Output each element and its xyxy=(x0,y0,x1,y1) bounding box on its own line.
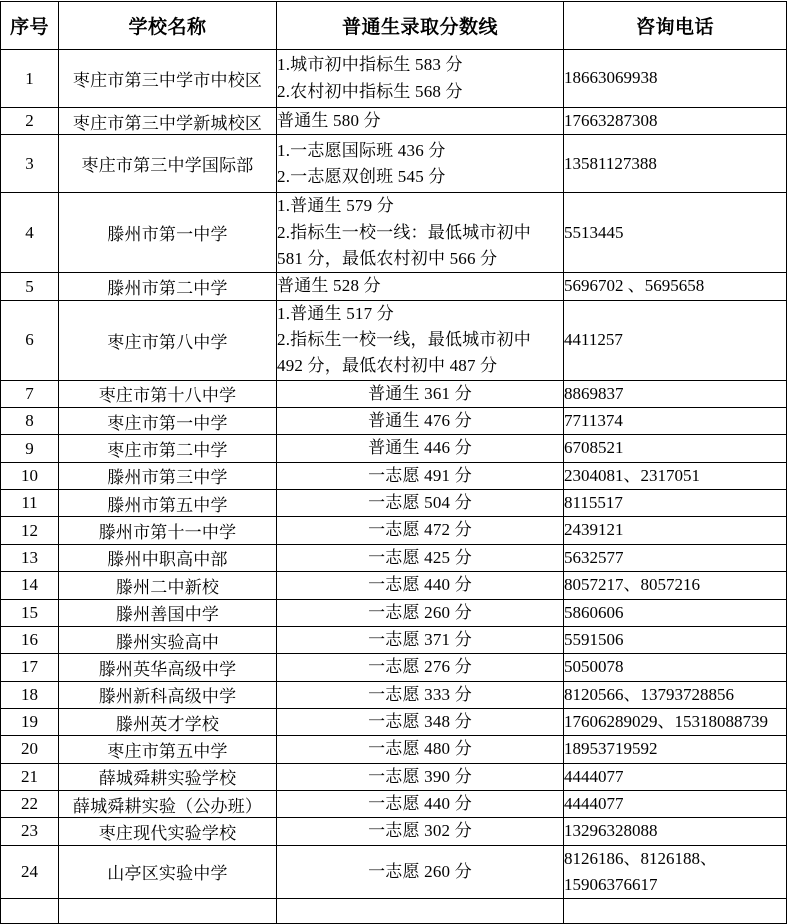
score-line-cell xyxy=(277,654,564,681)
score-line-text: 普通生 580 分 xyxy=(277,111,381,130)
score-line-table-sheet xyxy=(0,1,787,894)
school-name-cell: 枣庄市第三中学市中校区 xyxy=(59,50,277,108)
empty-cell xyxy=(564,899,787,924)
score-line-cell xyxy=(277,845,564,899)
row-index-cell: 10 xyxy=(1,462,59,489)
phone-number-text: 13296328088 xyxy=(564,821,658,841)
column-header-phone: 咨询电话 xyxy=(564,2,787,50)
score-line-text: 1.普通生 517 分 xyxy=(277,303,394,323)
contact-phone-cell xyxy=(564,599,787,626)
column-header-score: 普通生录取分数线 xyxy=(277,2,564,50)
contact-phone-cell xyxy=(564,544,787,571)
phone-number-text: 8120566、13793728856 xyxy=(564,684,734,704)
phone-number-text: 18663069938 xyxy=(564,68,658,88)
contact-phone-cell xyxy=(564,135,787,193)
contact-phone-cell xyxy=(564,435,787,462)
table-row xyxy=(1,300,787,380)
contact-phone-cell xyxy=(564,708,787,735)
contact-phone-cell xyxy=(564,408,787,435)
score-line-text: 一志愿 348 分 xyxy=(368,711,472,731)
school-name-cell: 枣庄市第二中学 xyxy=(59,435,277,462)
contact-phone-cell xyxy=(564,380,787,407)
phone-number-text: 13581127388 xyxy=(564,153,657,173)
phone-number-text: 5591506 xyxy=(564,629,624,649)
row-index-cell: 22 xyxy=(1,790,59,817)
row-index-cell: 24 xyxy=(1,845,59,899)
row-index-cell: 12 xyxy=(1,517,59,544)
contact-phone-cell xyxy=(564,572,787,599)
table-row-partial xyxy=(1,899,787,924)
school-name-cell: 枣庄市第三中学新城校区 xyxy=(59,108,277,135)
table-row xyxy=(1,790,787,817)
school-name-cell: 滕州市第三中学 xyxy=(59,462,277,489)
score-line-cell xyxy=(277,50,564,108)
phone-number-text: 5632577 xyxy=(564,547,624,567)
empty-cell xyxy=(59,899,277,924)
score-line-text: 2.一志愿双创班 545 分 xyxy=(277,166,446,186)
score-line-text: 一志愿 472 分 xyxy=(368,520,472,540)
table-row xyxy=(1,818,787,845)
phone-number-text: 4444077 xyxy=(564,793,624,813)
score-line-text: 一志愿 425 分 xyxy=(368,547,472,567)
table-row xyxy=(1,544,787,571)
score-line-text: 一志愿 371 分 xyxy=(368,629,472,649)
score-line-text: 1.城市初中指标生 583 分 xyxy=(277,55,463,75)
score-line-text: 581 分，最低农村初中 566 分 xyxy=(277,249,498,269)
contact-phone-cell xyxy=(564,845,787,899)
table-row xyxy=(1,654,787,681)
table-row xyxy=(1,50,787,108)
table-row xyxy=(1,193,787,273)
school-name-cell: 枣庄市第十八中学 xyxy=(59,380,277,407)
row-index-cell: 7 xyxy=(1,380,59,407)
score-line-cell xyxy=(277,273,564,300)
row-index-cell: 4 xyxy=(1,193,59,273)
score-line-cell xyxy=(277,708,564,735)
contact-phone-cell xyxy=(564,50,787,108)
contact-phone-cell xyxy=(564,108,787,135)
contact-phone-cell xyxy=(564,790,787,817)
row-index-cell: 14 xyxy=(1,572,59,599)
phone-number-text: 8869837 xyxy=(564,383,624,403)
row-index-cell: 2 xyxy=(1,108,59,135)
school-name-cell: 滕州二中新校 xyxy=(59,572,277,599)
school-name-cell: 滕州善国中学 xyxy=(59,599,277,626)
phone-number-text: 2439121 xyxy=(564,520,624,540)
score-line-text: 一志愿 260 分 xyxy=(368,861,472,881)
table-row xyxy=(1,845,787,899)
table-row xyxy=(1,736,787,763)
score-line-cell xyxy=(277,193,564,273)
phone-number-text: 8126186、8126188、 xyxy=(564,848,717,868)
table-row xyxy=(1,408,787,435)
score-line-text: 一志愿 333 分 xyxy=(368,684,472,704)
row-index-cell: 6 xyxy=(1,300,59,380)
phone-number-text: 5513445 xyxy=(564,222,624,242)
score-line-text: 一志愿 491 分 xyxy=(368,465,472,485)
table-body xyxy=(1,50,787,924)
score-line-text: 一志愿 480 分 xyxy=(368,739,472,759)
school-name-cell: 薛城舜耕实验学校 xyxy=(59,763,277,790)
table-row xyxy=(1,462,787,489)
contact-phone-cell xyxy=(564,517,787,544)
score-line-text: 一志愿 276 分 xyxy=(368,657,472,677)
school-name-cell: 滕州英华高级中学 xyxy=(59,654,277,681)
table-row xyxy=(1,517,787,544)
table-row xyxy=(1,108,787,135)
contact-phone-cell xyxy=(564,193,787,273)
score-line-text: 普通生 361 分 xyxy=(368,383,472,403)
phone-number-text: 2304081、2317051 xyxy=(564,465,700,485)
school-name-cell: 薛城舜耕实验（公办班） xyxy=(59,790,277,817)
school-name-cell: 枣庄现代实验学校 xyxy=(59,818,277,845)
school-name-cell: 滕州市第一中学 xyxy=(59,193,277,273)
score-line-text: 一志愿 390 分 xyxy=(368,766,472,786)
row-index-cell: 1 xyxy=(1,50,59,108)
phone-number-text: 8057217、8057216 xyxy=(564,575,700,595)
score-line-cell xyxy=(277,517,564,544)
school-name-cell: 枣庄市第三中学国际部 xyxy=(59,135,277,193)
phone-number-text: 17606289029、15318088739 xyxy=(564,711,768,731)
row-index-cell: 18 xyxy=(1,681,59,708)
score-line-text: 普通生 446 分 xyxy=(368,438,472,458)
table-row xyxy=(1,380,787,407)
score-line-text: 1.一志愿国际班 436 分 xyxy=(277,140,446,160)
phone-number-text: 5050078 xyxy=(564,657,624,677)
row-index-cell: 23 xyxy=(1,818,59,845)
table-row xyxy=(1,763,787,790)
row-index-cell: 15 xyxy=(1,599,59,626)
empty-cell xyxy=(277,899,564,924)
phone-number-text: 5696702 、5695658 xyxy=(564,276,705,296)
score-line-cell xyxy=(277,135,564,193)
score-line-cell xyxy=(277,818,564,845)
score-line-text: 一志愿 504 分 xyxy=(368,493,472,513)
score-line-text: 普通生 528 分 xyxy=(277,276,381,296)
row-index-cell: 19 xyxy=(1,708,59,735)
phone-number-text: 15906376617 xyxy=(564,874,658,894)
score-line-text: 普通生 476 分 xyxy=(368,411,472,431)
table-row xyxy=(1,572,787,599)
admission-score-table xyxy=(0,1,787,924)
contact-phone-cell xyxy=(564,490,787,517)
score-line-cell xyxy=(277,736,564,763)
table-row xyxy=(1,435,787,462)
score-line-text: 一志愿 260 分 xyxy=(368,602,472,622)
table-row xyxy=(1,490,787,517)
column-header-index: 序号 xyxy=(1,2,59,50)
score-line-text: 2.指标生一校一线，最低城市初中 xyxy=(277,330,531,350)
row-index-cell: 5 xyxy=(1,273,59,300)
phone-number-text: 18953719592 xyxy=(564,739,658,759)
score-line-cell xyxy=(277,300,564,380)
score-line-cell xyxy=(277,490,564,517)
row-index-cell: 9 xyxy=(1,435,59,462)
school-name-cell: 滕州实验高中 xyxy=(59,626,277,653)
school-name-cell: 滕州英才学校 xyxy=(59,708,277,735)
score-line-cell xyxy=(277,572,564,599)
row-index-cell: 11 xyxy=(1,490,59,517)
school-name-cell: 枣庄市第一中学 xyxy=(59,408,277,435)
score-line-cell xyxy=(277,544,564,571)
score-line-text: 1.普通生 579 分 xyxy=(277,196,394,216)
table-row xyxy=(1,599,787,626)
contact-phone-cell xyxy=(564,654,787,681)
table-row xyxy=(1,708,787,735)
school-name-cell: 滕州中职高中部 xyxy=(59,544,277,571)
empty-cell xyxy=(1,899,59,924)
score-line-cell xyxy=(277,380,564,407)
row-index-cell: 21 xyxy=(1,763,59,790)
row-index-cell: 16 xyxy=(1,626,59,653)
contact-phone-cell xyxy=(564,681,787,708)
phone-number-text: 4444077 xyxy=(564,766,624,786)
score-line-text: 一志愿 302 分 xyxy=(368,821,472,841)
table-header-row xyxy=(1,2,787,50)
contact-phone-cell xyxy=(564,626,787,653)
phone-number-text: 17663287308 xyxy=(564,111,658,130)
score-line-text: 一志愿 440 分 xyxy=(368,575,472,595)
contact-phone-cell xyxy=(564,273,787,300)
score-line-text: 一志愿 440 分 xyxy=(368,793,472,813)
score-line-cell xyxy=(277,435,564,462)
row-index-cell: 17 xyxy=(1,654,59,681)
phone-number-text: 5860606 xyxy=(564,602,624,622)
school-name-cell: 滕州市第五中学 xyxy=(59,490,277,517)
table-row xyxy=(1,135,787,193)
score-line-cell xyxy=(277,599,564,626)
school-name-cell: 枣庄市第五中学 xyxy=(59,736,277,763)
phone-number-text: 7711374 xyxy=(564,411,623,431)
row-index-cell: 3 xyxy=(1,135,59,193)
column-header-school: 学校名称 xyxy=(59,2,277,50)
phone-number-text: 6708521 xyxy=(564,438,624,458)
score-line-cell xyxy=(277,681,564,708)
score-line-cell xyxy=(277,108,564,135)
school-name-cell: 枣庄市第八中学 xyxy=(59,300,277,380)
school-name-cell: 滕州新科高级中学 xyxy=(59,681,277,708)
score-line-text: 2.指标生一校一线：最低城市初中 xyxy=(277,222,531,242)
row-index-cell: 20 xyxy=(1,736,59,763)
score-line-cell xyxy=(277,790,564,817)
score-line-text: 492 分，最低农村初中 487 分 xyxy=(277,356,498,376)
table-row xyxy=(1,626,787,653)
score-line-cell xyxy=(277,408,564,435)
contact-phone-cell xyxy=(564,763,787,790)
school-name-cell: 山亭区实验中学 xyxy=(59,845,277,899)
contact-phone-cell xyxy=(564,462,787,489)
score-line-cell xyxy=(277,462,564,489)
row-index-cell: 13 xyxy=(1,544,59,571)
table-row xyxy=(1,273,787,300)
contact-phone-cell xyxy=(564,736,787,763)
school-name-cell: 滕州市第十一中学 xyxy=(59,517,277,544)
contact-phone-cell xyxy=(564,300,787,380)
contact-phone-cell xyxy=(564,818,787,845)
score-line-cell xyxy=(277,626,564,653)
table-row xyxy=(1,681,787,708)
phone-number-text: 8115517 xyxy=(564,493,623,513)
score-line-text: 2.农村初中指标生 568 分 xyxy=(277,81,463,101)
score-line-cell xyxy=(277,763,564,790)
row-index-cell: 8 xyxy=(1,408,59,435)
table-header xyxy=(1,2,787,50)
phone-number-text: 4411257 xyxy=(564,330,623,350)
school-name-cell: 滕州市第二中学 xyxy=(59,273,277,300)
